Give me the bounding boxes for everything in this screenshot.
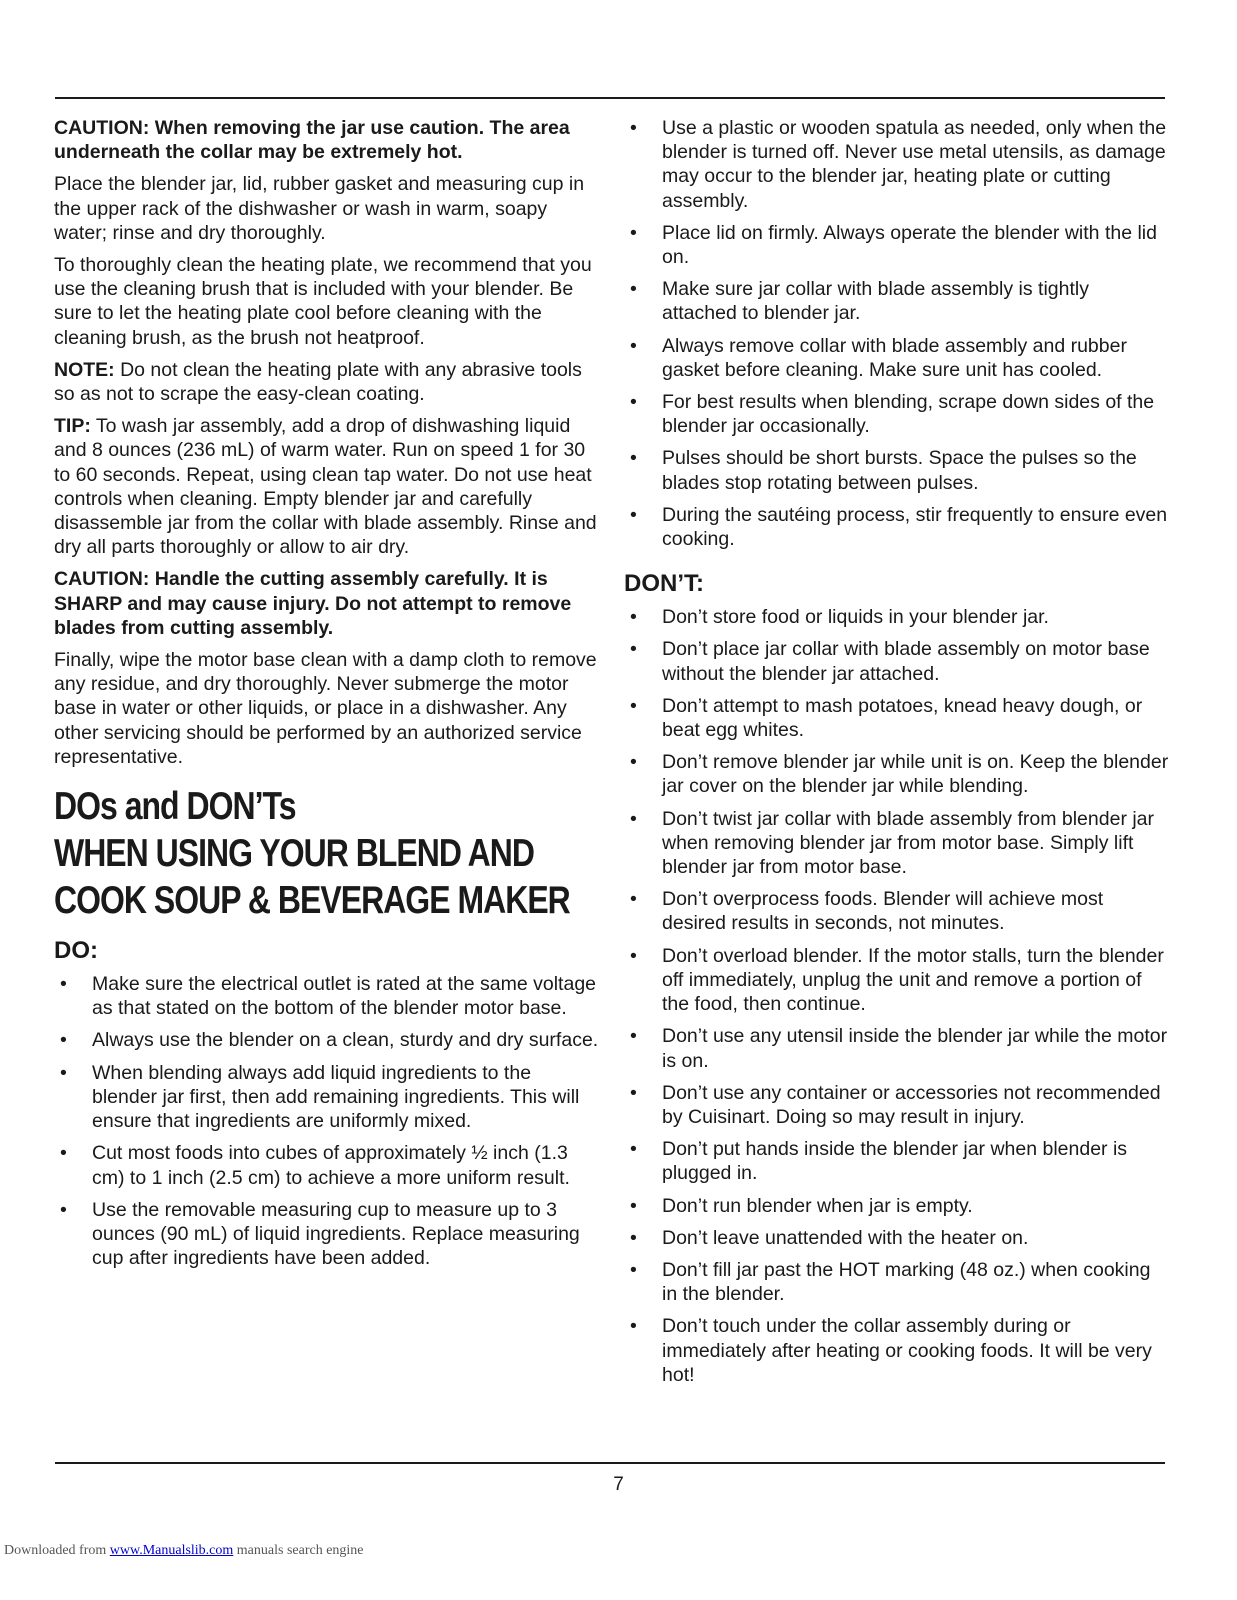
list-item-text: Always use the blender on a clean, sturdy and dry surface. <box>92 1029 599 1052</box>
list-item-text: Always remove collar with blade assembly and rubber gasket before cleaning. Make sure unit has cooled. <box>662 334 1127 381</box>
list-item-text: When blending always add liquid ingredients to the blender jar first, then add remaining ingredients. This will ensure that ingredients are uniformly mixed. <box>92 1061 580 1133</box>
list-item-text: Cut most foods into cubes of approximately ½ inch (1.3 cm) to 1 inch (2.5 cm) to achieve a more uniform result. <box>92 1142 570 1189</box>
list-item-text: Make sure the electrical outlet is rated at the same voltage as that stated on the bottom of the blender motor base. <box>92 973 597 1020</box>
list-item <box>624 944 1169 1017</box>
list-item-text: Don’t place jar collar with blade assembly on motor base without the blender jar attached. <box>662 638 1150 685</box>
heading-line-2: WHEN USING YOUR BLEND AND <box>54 832 534 876</box>
page-number: 7 <box>613 1474 624 1495</box>
list-item <box>624 277 1169 325</box>
list-item <box>624 807 1169 880</box>
list-item <box>624 221 1169 269</box>
dont-list <box>624 605 1169 1387</box>
list-item-text: Don’t leave unattended with the heater on. <box>662 1226 1029 1249</box>
caution-sharp: CAUTION: Handle the cutting assembly carefully. It is SHARP and may cause injury. Do not attempt to remove blades from cutting assembly. <box>54 568 572 639</box>
bullet-icon: • <box>60 1061 67 1084</box>
right-column <box>624 116 1169 1395</box>
bullet-icon: • <box>630 1081 637 1104</box>
bullet-icon: • <box>630 503 637 526</box>
list-item <box>624 390 1169 438</box>
section-heading <box>54 783 628 924</box>
list-item <box>624 694 1169 742</box>
list-item <box>54 1198 599 1271</box>
left-column <box>54 116 599 1278</box>
list-item <box>624 1024 1169 1072</box>
list-item-text: Don’t remove blender jar while unit is on. Keep the blender jar cover on the blender jar while blending. <box>662 751 1169 798</box>
list-item-text: Make sure jar collar with blade assembly is tightly attached to blender jar. <box>662 278 1090 325</box>
bullet-icon: • <box>630 1226 637 1249</box>
list-item-text: Use the removable measuring cup to measure up to 3 ounces (90 mL) of liquid ingredients. Replace measuring cup after ingredients have been added. <box>92 1198 580 1270</box>
bullet-icon: • <box>630 1194 637 1217</box>
bullet-icon: • <box>630 751 637 774</box>
list-item <box>624 1258 1169 1306</box>
bullet-icon: • <box>630 638 637 661</box>
bullet-icon: • <box>630 606 637 629</box>
bullet-icon: • <box>630 1315 637 1338</box>
bullet-icon: • <box>630 807 637 830</box>
list-item <box>624 1081 1169 1129</box>
bullet-icon: • <box>630 1258 637 1281</box>
bullet-icon: • <box>60 973 67 996</box>
list-item <box>624 334 1169 382</box>
list-item-text: Place lid on firmly. Always operate the blender with the lid on. <box>662 221 1157 269</box>
list-item-text: Don’t run blender when jar is empty. <box>662 1194 973 1217</box>
list-item <box>624 637 1169 685</box>
tip-text: To wash jar assembly, add a drop of dishwashing liquid and 8 ounces (236 mL) of warm water. Run on speed 1 for 30 to 60 seconds. Repeat, using clean tap water. Do not use heat controls when cleaning. Empty blender jar and carefully disassemble jar from the collar with blade assembly. Rinse and dry all parts thoroughly or allow to air dry. <box>54 415 597 559</box>
bullet-icon: • <box>630 117 637 139</box>
list-item-text: Pulses should be short bursts. Space the pulses so the blades stop rotating between pulses. <box>662 447 1137 494</box>
bullet-icon: • <box>630 694 637 717</box>
list-item <box>54 1028 599 1052</box>
list-item-text: Don’t overprocess foods. Blender will achieve most desired results in seconds, not minutes. <box>662 888 1104 935</box>
bullet-icon: • <box>630 1138 637 1161</box>
caution-collar-hot: CAUTION: When removing the jar use caution. The area underneath the collar may be extremely hot. <box>54 117 570 164</box>
list-item-text: Don’t store food or liquids in your blender jar. <box>662 606 1049 629</box>
do-heading: DO: <box>54 937 98 965</box>
motor-base-paragraph: Finally, wipe the motor base clean with a damp cloth to remove any residue, and dry thoroughly. Never submerge the motor base in water or other liquids, or place in a dishwasher. Any other servicing should be performed by an authorized service representative. <box>54 649 597 768</box>
list-item <box>624 446 1169 494</box>
note-paragraph <box>54 358 599 406</box>
bullet-icon: • <box>630 221 637 244</box>
bullet-icon: • <box>630 334 637 357</box>
list-item <box>54 1141 599 1189</box>
list-item-text: Don’t touch under the collar assembly during or immediately after heating or cooking foods. It will be very hot! <box>662 1315 1152 1386</box>
list-item <box>624 750 1169 798</box>
list-item <box>624 1194 1169 1218</box>
tip-paragraph <box>54 414 599 559</box>
tip-label: TIP: <box>54 415 91 438</box>
bottom-rule <box>55 1462 1165 1464</box>
bullet-icon: • <box>60 1029 67 1052</box>
dont-heading: DON’T: <box>624 570 704 598</box>
bullet-icon: • <box>630 888 637 911</box>
list-item <box>624 887 1169 935</box>
bullet-icon: • <box>60 1198 67 1221</box>
bullet-icon: • <box>630 1025 637 1048</box>
list-item-text: Don’t fill jar past the HOT marking (48 oz.) when cooking in the blender. <box>662 1258 1151 1306</box>
do-list-left <box>54 972 599 1270</box>
heating-plate-paragraph: To thoroughly clean the heating plate, we recommend that you use the cleaning brush that is included with your blender. Be sure to let the heating plate cool before cleaning with the cleaning brush, as the brush not heatproof. <box>54 254 592 349</box>
note-text: Do not clean the heating plate with any abrasive tools so as not to scrape the easy-clean coating. <box>54 358 582 406</box>
list-item <box>624 1226 1169 1250</box>
list-item <box>54 972 599 1020</box>
footer-prefix: Downloaded from <box>4 1543 110 1558</box>
footer-suffix: manuals search engine <box>233 1543 364 1558</box>
heading-line-1: DOs and DON’Ts <box>54 785 296 829</box>
list-item <box>624 605 1169 629</box>
list-item-text: Use a plastic or wooden spatula as needed, only when the blender is turned off. Never use metal utensils, as damage may occur to the blender jar, heating plate or cutting assembly. <box>662 117 1167 212</box>
note-label: NOTE: <box>54 358 115 381</box>
bullet-icon: • <box>630 447 637 470</box>
heading-line-3: COOK SOUP & BEVERAGE MAKER <box>54 879 570 923</box>
download-footer <box>4 1543 364 1559</box>
top-rule <box>55 97 1165 99</box>
list-item-text: Don’t overload blender. If the motor stalls, turn the blender off immediately, unplug the unit and remove a portion of the food, then continue. <box>662 944 1164 1016</box>
bullet-icon: • <box>60 1142 67 1165</box>
list-item-text: Don’t put hands inside the blender jar when blender is plugged in. <box>662 1138 1128 1185</box>
list-item <box>624 1137 1169 1185</box>
list-item-text: During the sautéing process, stir frequently to ensure even cooking. <box>662 503 1168 551</box>
list-item-text: For best results when blending, scrape down sides of the blender jar occasionally. <box>662 391 1155 438</box>
list-item <box>624 1314 1169 1387</box>
list-item-text: Don’t use any container or accessories not recommended by Cuisinart. Doing so may result in injury. <box>662 1081 1161 1128</box>
list-item <box>624 503 1169 551</box>
list-item-text: Don’t attempt to mash potatoes, knead heavy dough, or beat egg whites. <box>662 694 1143 742</box>
dishwasher-paragraph: Place the blender jar, lid, rubber gasket and measuring cup in the upper rack of the dishwasher or wash in warm, soapy water; rinse and dry thoroughly. <box>54 173 585 244</box>
manualslib-link[interactable]: www.Manualslib.com <box>109 1543 234 1558</box>
bullet-icon: • <box>630 944 637 967</box>
do-list-right <box>624 116 1169 551</box>
list-item-text: Don’t twist jar collar with blade assembly from blender jar when removing blender jar from motor base. Simply lift blender jar from motor base. <box>662 807 1155 879</box>
bullet-icon: • <box>630 391 637 414</box>
list-item <box>624 116 1169 213</box>
list-item-text: Don’t use any utensil inside the blender jar while the motor is on. <box>662 1025 1168 1072</box>
list-item <box>54 1061 599 1134</box>
bullet-icon: • <box>630 278 637 301</box>
